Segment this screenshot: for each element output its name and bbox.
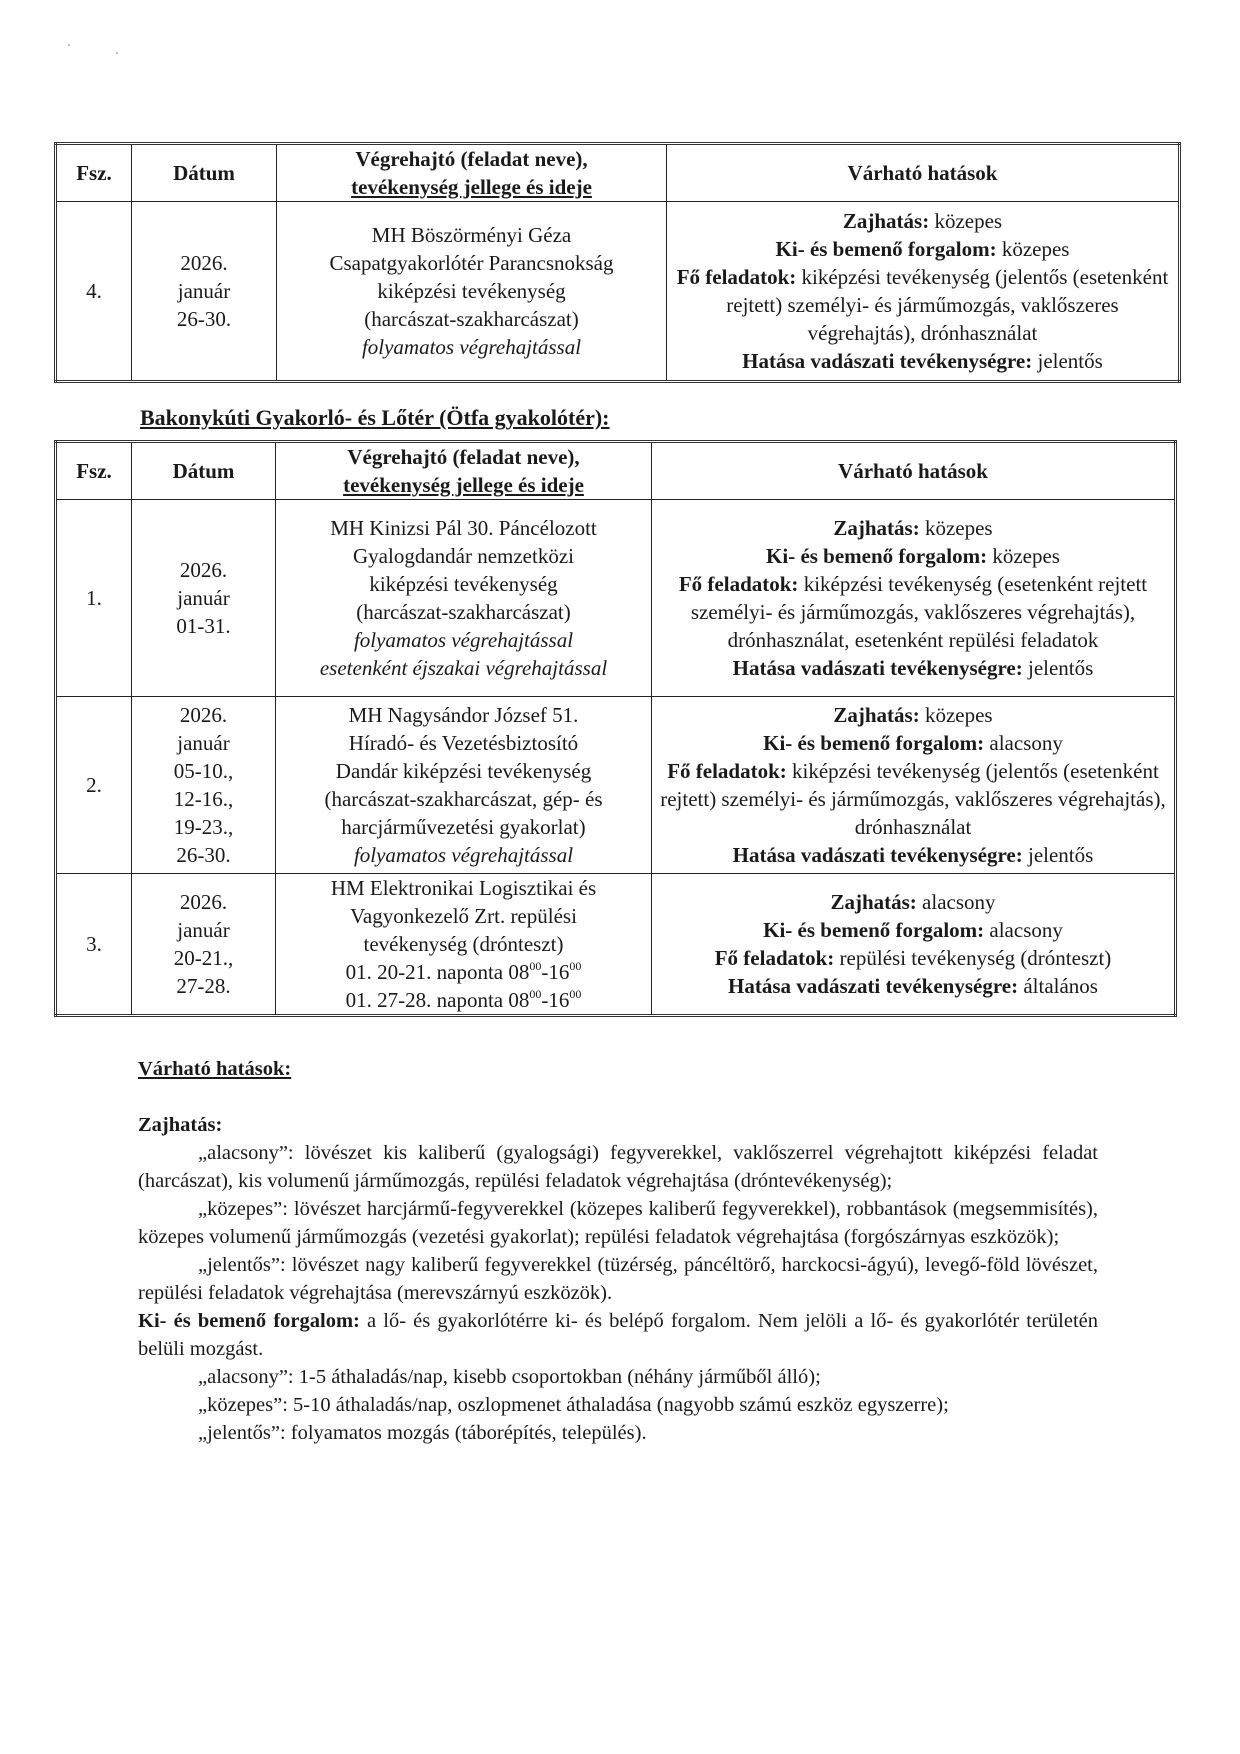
cell-effects: Zajhatás: közepes Ki- és bemenő forgalom: alacsony Fő feladatok: kiképzési tevékenység (jelentős (esetenként rejtett) személyi- és járműmozgás, vaklőszeres végrehajtás), drónhasználat Hatása vadászati tevékenységre: jelentős (652, 697, 1176, 874)
cell-fsz: 4. (56, 202, 132, 382)
noise-medium: „közepes”: lövészet harcjármű-fegyverekkel (közepes kaliberű fegyverekkel), robbantások (megsemmisítés), közepes volumenű járműmozgás (vezetési gyakorlat); repülési feladatok végrehajtása (forgószárnyas eszközök); (138, 1198, 1098, 1248)
legend-notes (138, 1055, 1098, 1447)
table-row (56, 202, 1180, 382)
table-header-row (56, 442, 1176, 500)
header-vegrehajto: Végrehajtó (feladat neve), tevékenység jellege és ideje (277, 144, 667, 202)
table-header-row (56, 144, 1180, 202)
header-hatasok: Várható hatások (652, 442, 1176, 500)
traffic-low: „alacsony”: 1-5 áthaladás/nap, kisebb csoportokban (néhány járműből álló); (198, 1366, 821, 1388)
header-datum: Dátum (132, 442, 276, 500)
cell-executor: MH Böszörményi Géza Csapatgyakorlótér Parancsnokság kiképzési tevékenység (harcászat-szakharcászat) folyamatos végrehajtással (277, 202, 667, 382)
traffic-heading: Ki- és bemenő forgalom: (138, 1310, 360, 1332)
schedule-table-1 (54, 142, 1181, 383)
traffic-high: „jelentős”: folyamatos mozgás (táborépítés, település). (198, 1422, 647, 1444)
scan-speck (68, 44, 70, 46)
cell-executor: MH Kinizsi Pál 30. Páncélozott Gyalogdandár nemzetközi kiképzési tevékenység (harcászat-szakharcászat) folyamatos végrehajtással esetenként éjszakai végrehajtással (276, 500, 652, 697)
cell-date: 2026. január 01-31. (132, 500, 276, 697)
cell-date: 2026. január 26-30. (132, 202, 277, 382)
header-vegrehajto: Végrehajtó (feladat neve), tevékenység jellege és ideje (276, 442, 652, 500)
cell-date: 2026. január 20-21., 27-28. (132, 874, 276, 1016)
noise-high: „jelentős”: lövészet nagy kaliberű fegyverekkel (tüzérség, páncéltörő, harckocsi-ágyú), levegő-föld lövészet, repülési feladatok végrehajtása (merevszárnyú eszközök). (138, 1254, 1098, 1304)
traffic-medium: „közepes”: 5-10 áthaladás/nap, oszlopmenet áthaladása (nagyobb számú eszköz egyszerre); (198, 1394, 949, 1416)
cell-date: 2026. január 05-10., 12-16., 19-23., 26-30. (132, 697, 276, 874)
time-line: 01. 27-28. naponta $08^{00}-16^{00}$ (345, 987, 582, 1012)
table-row (56, 500, 1176, 697)
section-title-bakonykut: Bakonykúti Gyakorló- és Lőtér (Ötfa gyakolótér): (140, 405, 610, 430)
cell-fsz: 2. (56, 697, 132, 874)
header-fsz: Fsz. (56, 144, 132, 202)
table-row (56, 874, 1176, 1016)
schedule-table-2 (54, 440, 1177, 1017)
cell-fsz: 1. (56, 500, 132, 697)
noise-low: „alacsony”: lövészet kis kaliberű (gyalogsági) fegyverekkel, vaklőszerrel végrehajtott kiképzési feladat (harcászat), kis volumenű járműmozgás, repülési feladatok végrehajtása (dróntevékenység); (138, 1142, 1098, 1192)
noise-heading: Zajhatás: (138, 1114, 223, 1136)
cell-executor: HM Elektronikai Logisztikai és Vagyonkezelő Zrt. repülési tevékenység (drónteszt) 01. 20-21. naponta $08^{00}-16^{00}$ 01. 27-28. naponta $08^{00}-16^{00}$ (276, 874, 652, 1016)
time-line: 01. 20-21. naponta $08^{00}-16^{00}$ (345, 959, 582, 984)
cell-effects: Zajhatás: alacsony Ki- és bemenő forgalom: alacsony Fő feladatok: repülési tevékenység (drónteszt) Hatása vadászati tevékenységre: általános (652, 874, 1176, 1016)
traffic-definition: Ki- és bemenő forgalom: a lő- és gyakorlótérre ki- és belépő forgalom. Nem jelöli a lő- és gyakorlótér területén belüli mozgást. (138, 1310, 1098, 1360)
notes-heading: Várható hatások: (138, 1058, 292, 1080)
header-fsz: Fsz. (56, 442, 132, 500)
cell-executor: MH Nagysándor József 51. Híradó- és Vezetésbiztosító Dandár kiképzési tevékenység (harcászat-szakharcászat, gép- és harcjárművezetési gyakorlat) folyamatos végrehajtással (276, 697, 652, 874)
table-row (56, 697, 1176, 874)
scan-speck (116, 52, 118, 54)
cell-effects: Zajhatás: közepes Ki- és bemenő forgalom: közepes Fő feladatok: kiképzési tevékenység (jelentős (esetenként rejtett) személyi- és járműmozgás, vaklőszeres végrehajtás), drónhasználat Hatása vadászati tevékenységre: jelentős (667, 202, 1180, 382)
cell-fsz: 3. (56, 874, 132, 1016)
cell-effects: Zajhatás: közepes Ki- és bemenő forgalom: közepes Fő feladatok: kiképzési tevékenység (esetenként rejtett személyi- és járműmozgás, vaklőszeres végrehajtás), drónhasználat, esetenként repülési feladatok Hatása vadászati tevékenységre: jelentős (652, 500, 1176, 697)
header-datum: Dátum (132, 144, 277, 202)
header-hatasok: Várható hatások (667, 144, 1180, 202)
